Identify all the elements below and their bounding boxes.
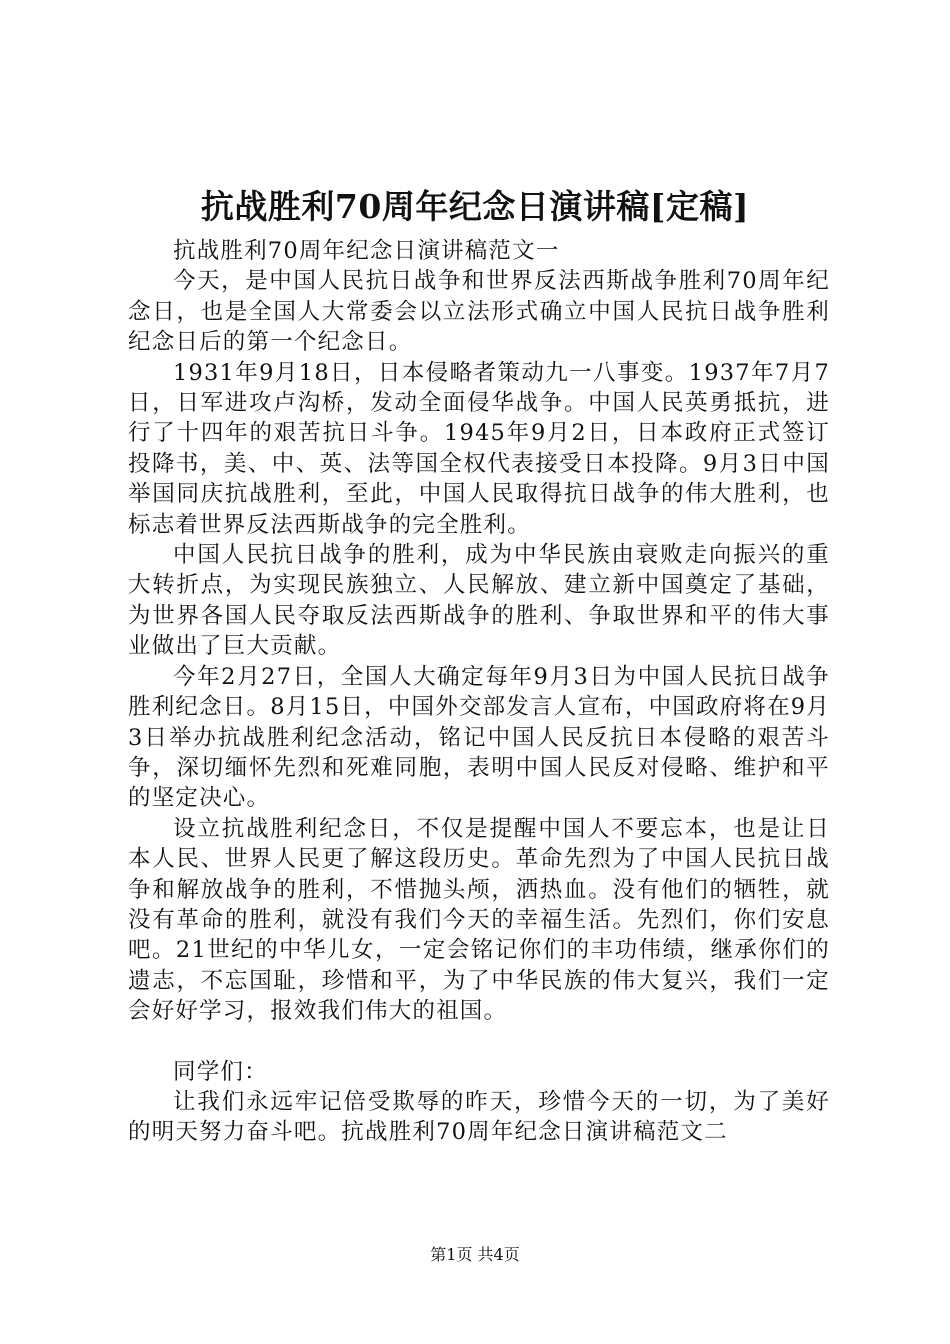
- page-footer: 第1页 共4页: [430, 1245, 520, 1264]
- document-title: 抗战胜利70周年纪念日演讲稿[定稿]: [200, 187, 750, 226]
- paragraph: 1931年9月18日，日本侵略者策动九一八事变。1937年7月7日，日军进攻卢沟桥，发动全面侵华战争。中国人民英勇抵抗，进行了十四年的艰苦抗日斗争。1945年9月2日，日本政府正式签订投降书，美、中、英、法等国全权代表接受日本投降。9月3日中国举国同庆抗战胜利，至此，中国人民取得抗日战争的伟大胜利，也标志着世界反法西斯战争的完全胜利。: [128, 359, 830, 538]
- paragraph-greeting: 同学们：: [173, 1058, 268, 1085]
- paragraph-subtitle: 抗战胜利70周年纪念日演讲稿范文一: [173, 238, 560, 264]
- paragraph: 今年2月27日，全国人大确定每年9月3日为中国人民抗日战争胜利纪念日。8月15日，中国外交部发言人宣布，中国政府将在9月3日举办抗战胜利纪念活动，铭记中国人民反抗日本侵略的艰苦斗争，深切缅怀先烈和死难同胞，表明中国人民反对侵略、维护和平的坚定决心。: [128, 663, 830, 812]
- paragraph: 设立抗战胜利纪念日，不仅是提醒中国人不要忘本，也是让日本人民、世界人民更了解这段历史。革命先烈为了中国人民抗日战争和解放战争的胜利，不惜抛头颅，洒热血。没有他们的牺牲，就没有革命的胜利，就没有我们今天的幸福生活。先烈们，你们安息吧。21世纪的中华儿女，一定会铭记你们的丰功伟绩，继承你们的遗志，不忘国耻，珍惜和平，为了中华民族的伟大复兴，我们一定会好好学习，报效我们伟大的祖国。: [128, 815, 830, 1025]
- document-body: [128, 236, 830, 1148]
- paragraph: 中国人民抗日战争的胜利，成为中华民族由衰败走向振兴的重大转折点，为实现民族独立、人民解放、建立新中国奠定了基础，为世界各国人民夺取反法西斯战争的胜利、争取世界和平的伟大事业做出了巨大贡献。: [128, 542, 830, 660]
- paragraph: 今天，是中国人民抗日战争和世界反法西斯战争胜利70周年纪念日，也是全国人大常委会以立法形式确立中国人民抗日战争胜利纪念日后的第一个纪念日。: [128, 268, 830, 356]
- paragraph: 让我们永远牢记倍受欺辱的昨天，珍惜今天的一切，为了美好的明天努力奋斗吧。抗战胜利70周年纪念日演讲稿范文二: [128, 1088, 830, 1146]
